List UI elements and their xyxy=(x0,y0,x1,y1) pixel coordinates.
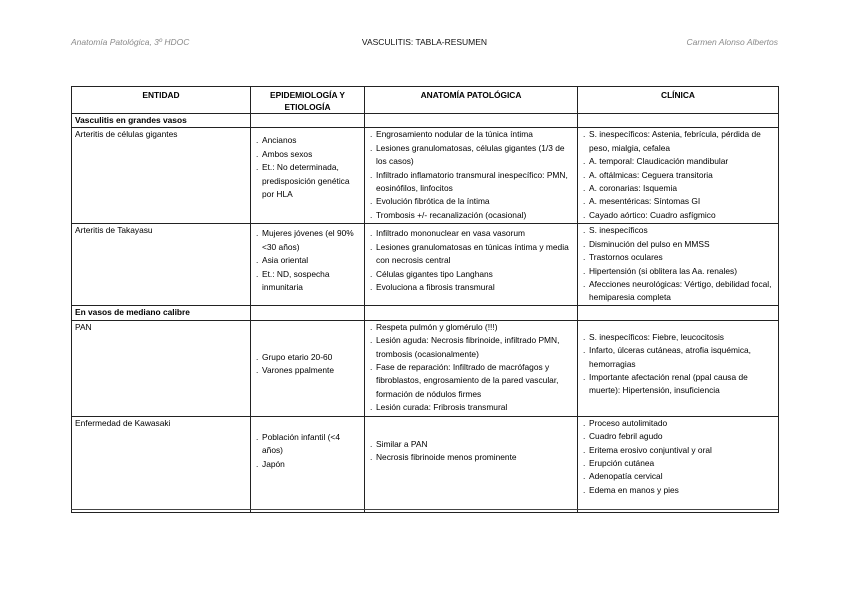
list-item: . S. inespecíficos xyxy=(581,224,775,237)
clinical-cell xyxy=(578,128,779,224)
vasculitis-table xyxy=(71,86,779,513)
list-item: . Ambos sexos xyxy=(254,148,361,161)
list-item: . S. inespecíficos: Fiebre, leucocitosis xyxy=(581,331,775,344)
list-item: . Trastornos oculares xyxy=(581,251,775,264)
list-item: . Similar a PAN xyxy=(368,438,574,451)
entity-cell: Arteritis de células gigantes xyxy=(72,128,251,224)
section-row-large-vessels xyxy=(72,114,779,128)
list-item: . A. temporal: Claudicación mandibular xyxy=(581,155,775,168)
list-item: . A. mesentéricas: Síntomas GI xyxy=(581,195,775,208)
list-item: . Evolución fibrótica de la íntima xyxy=(368,195,574,208)
list-item: . Respeta pulmón y glomérulo (!!!) xyxy=(368,321,574,334)
list-item: . Edema en manos y pies xyxy=(581,484,775,497)
list-item: . Infiltrado inflamatorio transmural inespecífico: PMN, eosinófilos, linfocitos xyxy=(368,169,574,196)
list-item: . Hipertensión (si oblitera las Aa. renales) xyxy=(581,265,775,278)
pathology-cell xyxy=(365,320,578,416)
entity-cell: Arteritis de Takayasu xyxy=(72,224,251,306)
table-row xyxy=(72,320,779,416)
list-item: . Erupción cutánea xyxy=(581,457,775,470)
pathology-cell xyxy=(365,224,578,306)
list-item: . Disminución del pulso en MMSS xyxy=(581,238,775,251)
list-item: . Trombosis +/- recanalización (ocasional) xyxy=(368,209,574,222)
list-item: . Et.: No determinada, predisposición genética por HLA xyxy=(254,161,361,201)
list-item: . Lesiones granulomatosas en túnicas íntima y media con necrosis central xyxy=(368,241,574,268)
list-item: . Lesiones granulomatosas, células gigantes (1/3 de los casos) xyxy=(368,142,574,169)
list-item: . Fase de reparación: Infiltrado de macrófagos y fibroblastos, engrosamiento de la pared vascular, formación de nódulos firmes xyxy=(368,361,574,401)
list-item: . Engrosamiento nodular de la túnica íntima xyxy=(368,128,574,141)
epi-cell xyxy=(251,320,365,416)
list-item: . Células gigantes tipo Langhans xyxy=(368,268,574,281)
list-item: . Mujeres jóvenes (el 90% <30 años) xyxy=(254,227,361,254)
list-item: . Eritema erosivo conjuntival y oral xyxy=(581,444,775,457)
section-row-medium-vessels xyxy=(72,306,779,320)
pathology-cell xyxy=(365,416,578,512)
entity-cell: Enfermedad de Kawasaki xyxy=(72,416,251,512)
section-title: En vasos de mediano calibre xyxy=(72,306,251,320)
list-item: . Et.: ND, sospecha inmunitaria xyxy=(254,268,361,295)
header-course: Anatomía Patológica, 3º HDOC xyxy=(71,37,190,47)
list-item: . A. coronarias: Isquemia xyxy=(581,182,775,195)
list-item: . Evoluciona a fibrosis transmural xyxy=(368,281,574,294)
page-header xyxy=(71,37,778,51)
list-item: . Adenopatía cervical xyxy=(581,470,775,483)
clinical-cell xyxy=(578,320,779,416)
column-header-pathology: ANATOMÍA PATOLÓGICA xyxy=(365,87,578,114)
entity-cell: PAN xyxy=(72,320,251,416)
pathology-cell xyxy=(365,128,578,224)
column-header-entity: ENTIDAD xyxy=(72,87,251,114)
list-item: . Lesión curada: Fribrosis transmural xyxy=(368,401,574,414)
list-item: . Importante afectación renal (ppal causa de muerte): Hipertensión, insuficiencia xyxy=(581,371,775,398)
list-item: . Infiltrado mononuclear en vasa vasorum xyxy=(368,227,574,240)
list-item: . Infarto, úlceras cutáneas, atrofia isquémica, hemorragias xyxy=(581,344,775,371)
list-item: . Cuadro febril agudo xyxy=(581,430,775,443)
list-item: . Necrosis fibrinoide menos prominente xyxy=(368,451,574,464)
page-title: VASCULITIS: TABLA-RESUMEN xyxy=(361,37,488,47)
header-author: Carmen Alonso Albertos xyxy=(686,37,778,47)
section-title: Vasculitis en grandes vasos xyxy=(72,114,251,128)
list-item: . Afecciones neurológicas: Vértigo, debilidad focal, hemiparesia completa xyxy=(581,278,775,305)
table-bottom-rule xyxy=(71,509,778,510)
table-row xyxy=(72,416,779,512)
list-item: . Varones ppalmente xyxy=(254,364,361,377)
table-header-row xyxy=(72,87,779,114)
list-item: . Proceso autolimitado xyxy=(581,417,775,430)
column-header-clinical: CLÍNICA xyxy=(578,87,779,114)
table-row xyxy=(72,224,779,306)
list-item: . Población infantil (<4 años) xyxy=(254,431,361,458)
list-item: . Asia oriental xyxy=(254,254,361,267)
table-row xyxy=(72,128,779,224)
epi-cell xyxy=(251,128,365,224)
list-item: . S. inespecíficos: Astenia, febrícula, pérdida de peso, mialgia, cefalea xyxy=(581,128,775,155)
clinical-cell xyxy=(578,224,779,306)
list-item: . Cayado aórtico: Cuadro asfígmico xyxy=(581,209,775,222)
list-item: . Ancianos xyxy=(254,134,361,147)
list-item: . Japón xyxy=(254,458,361,471)
list-item: . A. oftálmicas: Ceguera transitoria xyxy=(581,169,775,182)
epi-cell xyxy=(251,416,365,512)
column-header-epidemiology: EPIDEMIOLOGÍA Y ETIOLOGÍA xyxy=(251,87,365,114)
clinical-cell xyxy=(578,416,779,512)
list-item: . Lesión aguda: Necrosis fibrinoide, infiltrado PMN, trombosis (ocasionalmente) xyxy=(368,334,574,361)
epi-cell xyxy=(251,224,365,306)
list-item: . Grupo etario 20-60 xyxy=(254,351,361,364)
